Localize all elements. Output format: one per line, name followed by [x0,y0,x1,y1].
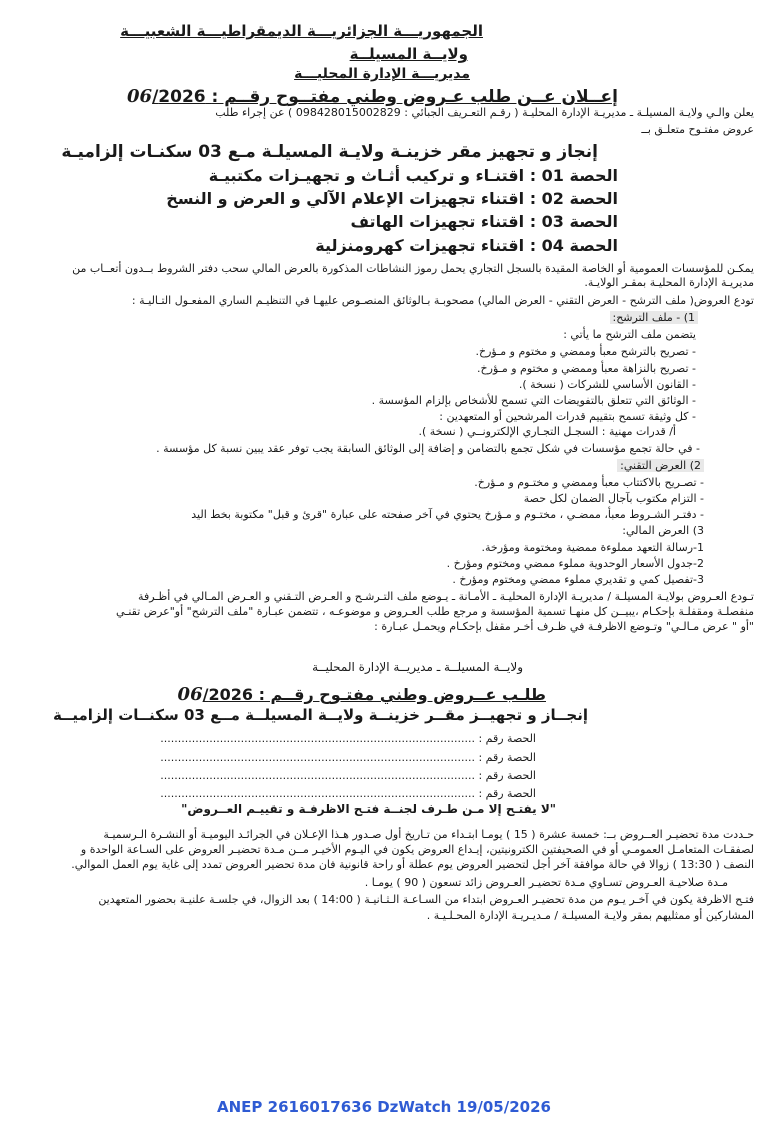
envelope-line-3: "أو " عرض مـالـي" وتـوضع الاظرفـة في ظـرف أخـر مقفل بإحكـام ويحمـل عبـارة : [374,620,754,633]
section1-item-7: - في حالة تجمع مؤسسات في شكل تجمع بالتضامن و إضافة إلى الوثائق السابقة يجب توفر عقد يبين نسبة كل مؤسسة . [156,442,700,455]
announcement-title [127,86,618,107]
envelope-lot-line-4 [160,787,536,800]
section1-item-1: - تصريح بالترشح معبأ وممضي و مختوم و مـؤرخ. [475,345,696,358]
envelope-number-year: 2026 [208,685,253,704]
envelope-header: ولايــة المسيلــة ـ مديريــة الإدارة المحليــة [312,660,523,674]
section2-item-1: - تصـريح بالاكتتاب معبأ وممضي و مختـوم و مـؤرخ. [474,476,704,489]
envelope-notice: "لا يفتـح إلا مـن طـرف لجنــة فتـح الاظرفـة و تقييـم العــروض" [181,802,556,816]
section2-item-2: - التزام مكتوب بآجال الضمان لكل حصة [523,492,704,505]
envelope-number: 06/2026 [177,684,253,705]
envelope-lot-line-2 [160,751,536,764]
duration-line-2: لصفقـات المتعامـل العمومـي أو في الصحيفتين الكترونيتين، إيـداع العروض يكون في اليـوم الأخيـر مــن مـدة تحضيـر العروض على السـاعة الواحدة و [80,843,754,856]
announcement-number-year: 2026 [158,87,206,107]
duration-line-3: النصف ( 13:30 ) زوالا في حالة موافقة آخر أجل لتحضير العروض يوم عطلة أو راحة قانونية فان مدة تحضير العروض تمدد إلى غاية يوم العمل الموالي. [71,858,754,871]
section3-item-2: 2-جدول الأسعار الوحدوية مملوء ممضي ومختوم ومؤرخ . [446,557,704,570]
envelope-line-2: منفصلـة ومقفلـة بإحكـام ،يبيــن كل منهـا تسمية المؤسسة و مرجع طلب العـروض و موضوعـه ، تتضمن عبـارة "ملف الترشح" أو"عرض تقنـي [115,605,754,618]
anep-footer: ANEP 2616017636 DzWatch 19/05/2026 [217,1098,551,1116]
announcement-title-text: إعــلان عــن طلب عـروض وطني مفتــوح رقــم : [211,87,618,107]
eligibility-line-1: يمكـن للمؤسسات العمومية أو الخاصة المقيدة بالسجل التجاري يحمل رموز النشاطات المذكورة بالعرض المالي سحب دفتر الشروط بــدون أتعــاب من [72,262,754,275]
envelope-lot-line-3 [160,769,536,782]
envelope-title [178,684,546,705]
opening-line-2: المشاركين أو ممثليهم بمقر ولايـة المسيلـة / مـديـريـة الإدارة المحـلـيـة . [426,909,754,922]
lot-dots: : .......................................................................................... [160,769,483,782]
section1-intro: يتضمن ملف الترشح ما يأتي : [563,328,696,341]
announcement-number: 06/2026 [127,86,206,107]
lot-4: الحصة 04 : اقتناء تجهيزات كهرومنزلية [315,236,618,255]
envelope-lot-line-1 [160,732,536,745]
section2-title [617,459,704,472]
duration-line-1: حـددت مدة تحضيـر العــروض بــ: خمسة عشرة ( 15 ) يومـا ابتـداء من تـاريخ أول صـدور هـذا الإعـلان في الجرائـد اليوميـة أو النشـرة الـرسميـة [103,828,754,841]
envelope-project: إنجــاز و تجهيــز مقــر خزينــة ولايــة المسيلــة مــع 03 سكنــات إلزاميــة [52,706,588,724]
intro-line-2: عروض مفتـوح متعلـق بــ [641,123,754,136]
directorate-header: مديريـــة الإدارة المحليـــة [294,66,470,82]
section3-item-1: 1-رسالة التعهد مملوءة ممضية ومختومة ومؤرخة. [481,541,704,554]
lot-2: الحصة 02 : اقتناء تجهيزات الإعلام الآلي و العرض و النسخ [166,189,618,208]
lot-label: الحصة رقم [485,787,536,800]
section1-item-5: - كل وثيقة تسمح بتقييم قدرات المرشحين أو المتعهدين : [439,410,696,423]
section2-item-3: - دفتـر الشـروط معبأ، ممضـي ، مختـوم و مـؤرخ يحتوي في آخر صفحته على عبارة "قرئ و قبل" مكتوبة بخط اليد [191,508,704,521]
lot-label: الحصة رقم [485,732,536,745]
deposit-line: تودع العروض( ملف الترشح - العرض التقني - العرض المالي) مصحوبـة بـالوثائق المنصـوص عليهـا في التنظيـم الساري المفعـول التـاليـة : [131,294,754,307]
eligibility-line-2: مديريـة الإدارة المحليـة بمقـر الولايـة. [584,276,754,289]
announcement-number-handwritten: 06 [127,86,153,107]
republic-header: الجمهوريـــة الجزائريـــة الديمقراطيـــة الشعبيـــة [120,22,483,40]
section2-title-text: 2) العرض التقني: [617,459,704,472]
section3-title: 3) العرض المالي: [622,524,704,537]
lot-3: الحصة 03 : اقتناء تجهيزات الهاتف [350,212,618,231]
section1-item-4: - الوثائق التي تتعلق بالتفويضات التي تسمح للأشخاص بإلزام المؤسسة . [371,394,696,407]
envelope-line-1: تـودع العـروض بولايـة المسيلـة / مديريـة الإدارة المحليـة ـ الأمـانة ـ يـوضع ملف التـرشـح و العـرض التـقني و العـرض المـالي في أظـرفة [138,590,754,603]
lot-label: الحصة رقم [485,769,536,782]
section1-title-text: 1) - ملف الترشح: [610,311,699,324]
envelope-number-handwritten: 06 [177,684,203,705]
section1-item-2: - تصريح بالنزاهة معبأ وممضي و مختوم و مـؤرخ. [477,362,696,375]
project-title: إنجاز و تجهيز مقر خزينـة ولايـة المسيلـة مـع 03 سكنـات إلزاميـة [61,142,598,162]
section1-item-6: أ/ قدرات مهنية : السجـل التجـاري الإلكترونــي ( نسخة ). [418,425,676,438]
section1-title [610,311,699,324]
intro-line-1: يعلن والـي ولايـة المسيلـة ـ مديريـة الإدارة المحليـة ( رقـم التعـريف الجبائي : 098428015002829 ) عن إجراء طلب [215,106,754,119]
wilaya-header: ولايــة المسيلــة [349,45,468,63]
validity-line: مـدة صلاحيـة العـروض تسـاوي مـدة تحضيـر العـروض زائد تسعون ( 90 ) يومـا . [364,876,728,889]
opening-line-1: فتـح الاظرفة يكون في آخـر يـوم من مدة تحضيـر العـروض ابتداء من السـاعـة الـثـانيـة ( 14:00 ) بعد الزوال، في جلسـة علنيـة بحضور المتعهدين [98,893,754,906]
lot-1: الحصة 01 : اقتنـاء و تركيب أثـاث و تجهيـزات مكتبيـة [208,166,618,185]
lot-dots: : .......................................................................................... [160,751,483,764]
lot-label: الحصة رقم [485,751,536,764]
lot-dots: : .......................................................................................... [160,732,483,745]
envelope-title-text: طلـب عــروض وطني مفتـوح رقــم : [258,685,546,704]
lot-dots: : .......................................................................................... [160,787,483,800]
section3-item-3: 3-تفصيل كمي و تقديري مملوء ممضي ومختوم ومؤرخ . [452,573,704,586]
section1-item-3: - القانون الأساسي للشركات ( نسخة ). [518,378,696,391]
